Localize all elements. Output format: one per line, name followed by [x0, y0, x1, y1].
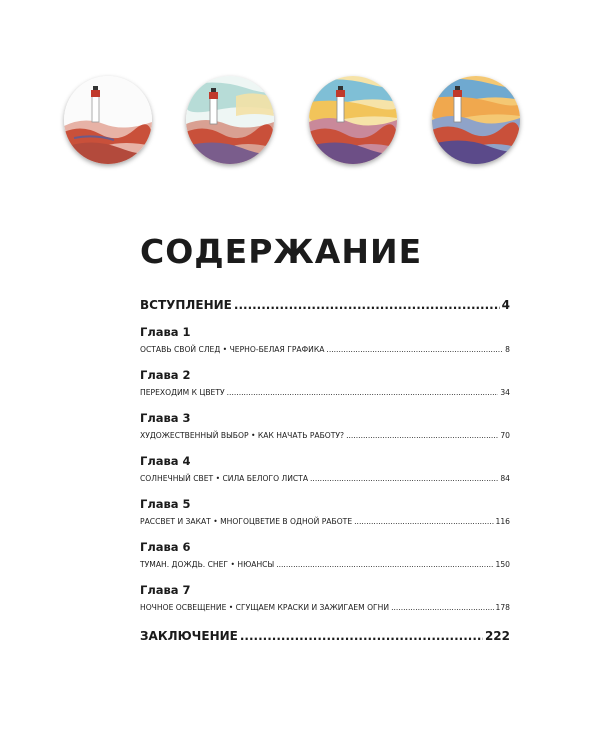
lighthouse-illustration-1 — [64, 76, 152, 164]
chapter-title: ХУДОЖЕСТВЕННЫЙ ВЫБОР • КАК НАЧАТЬ РАБОТУ? — [140, 431, 345, 440]
table-of-contents — [140, 298, 510, 647]
leader-dots — [354, 517, 493, 526]
chapter-entry — [140, 474, 510, 488]
chapter-label: Глава 3 — [140, 411, 191, 425]
toc-chapter-6[interactable] — [140, 540, 510, 574]
toc-chapter-7[interactable] — [140, 583, 510, 617]
chapter-page: 34 — [500, 388, 510, 397]
lighthouse-image-icon — [432, 76, 520, 164]
chapter-title: ОСТАВЬ СВОЙ СЛЕД • ЧЕРНО-БЕЛАЯ ГРАФИКА — [140, 345, 325, 354]
chapter-label: Глава 1 — [140, 325, 191, 339]
toc-outro-page: 222 — [484, 629, 510, 643]
toc-outro-title: ЗАКЛЮЧЕНИЕ — [140, 629, 238, 643]
chapter-entry — [140, 388, 510, 402]
lighthouse-illustration-2 — [186, 76, 274, 164]
toc-chapter-2[interactable] — [140, 368, 510, 402]
chapter-entry — [140, 517, 510, 531]
chapter-entry — [140, 345, 510, 359]
chapter-label: Глава 4 — [140, 454, 191, 468]
leader-dots — [227, 388, 499, 397]
chapter-entry — [140, 560, 510, 574]
leader-dots — [346, 431, 498, 440]
lighthouse-image-icon — [186, 76, 274, 164]
leader-dots — [326, 345, 503, 354]
toc-intro-title: ВСТУПЛЕНИЕ — [140, 298, 232, 312]
chapter-label: Глава 2 — [140, 368, 191, 382]
chapter-label: Глава 6 — [140, 540, 191, 554]
chapter-entry — [140, 431, 510, 445]
lighthouse-image-icon — [309, 76, 397, 164]
page-title: СОДЕРЖАНИЕ — [140, 232, 423, 271]
chapter-page: 8 — [505, 345, 510, 354]
leader-dots — [391, 603, 493, 612]
chapter-page: 150 — [495, 560, 510, 569]
toc-chapter-4[interactable] — [140, 454, 510, 488]
lighthouse-image-icon — [64, 76, 152, 164]
toc-chapter-3[interactable] — [140, 411, 510, 445]
leader-dots — [276, 560, 493, 569]
chapter-entry — [140, 603, 510, 617]
chapter-page: 178 — [495, 603, 510, 612]
chapter-title: ПЕРЕХОДИМ К ЦВЕТУ — [140, 388, 225, 397]
leader-dots — [310, 474, 498, 483]
illustration-strip — [64, 76, 544, 166]
toc-chapter-5[interactable] — [140, 497, 510, 531]
leader-dots — [240, 629, 483, 643]
toc-chapter-1[interactable] — [140, 325, 510, 359]
chapter-page: 70 — [500, 431, 510, 440]
chapter-title: СОЛНЕЧНЫЙ СВЕТ • СИЛА БЕЛОГО ЛИСТА — [140, 474, 309, 483]
leader-dots — [234, 298, 500, 312]
toc-intro-page: 4 — [501, 298, 510, 312]
chapter-label: Глава 7 — [140, 583, 191, 597]
chapter-page: 84 — [500, 474, 510, 483]
chapter-title: РАССВЕТ И ЗАКАТ • МНОГОЦВЕТИЕ В ОДНОЙ РАБОТЕ — [140, 517, 353, 526]
lighthouse-illustration-4 — [432, 76, 520, 164]
lighthouse-illustration-3 — [309, 76, 397, 164]
chapter-label: Глава 5 — [140, 497, 191, 511]
toc-outro[interactable] — [140, 629, 510, 647]
chapter-title: НОЧНОЕ ОСВЕЩЕНИЕ • СГУЩАЕМ КРАСКИ И ЗАЖИГАЕМ ОГНИ — [140, 603, 390, 612]
chapter-title: ТУМАН. ДОЖДЬ. СНЕГ • НЮАНСЫ — [140, 560, 275, 569]
toc-intro[interactable] — [140, 298, 510, 316]
chapter-page: 116 — [495, 517, 510, 526]
